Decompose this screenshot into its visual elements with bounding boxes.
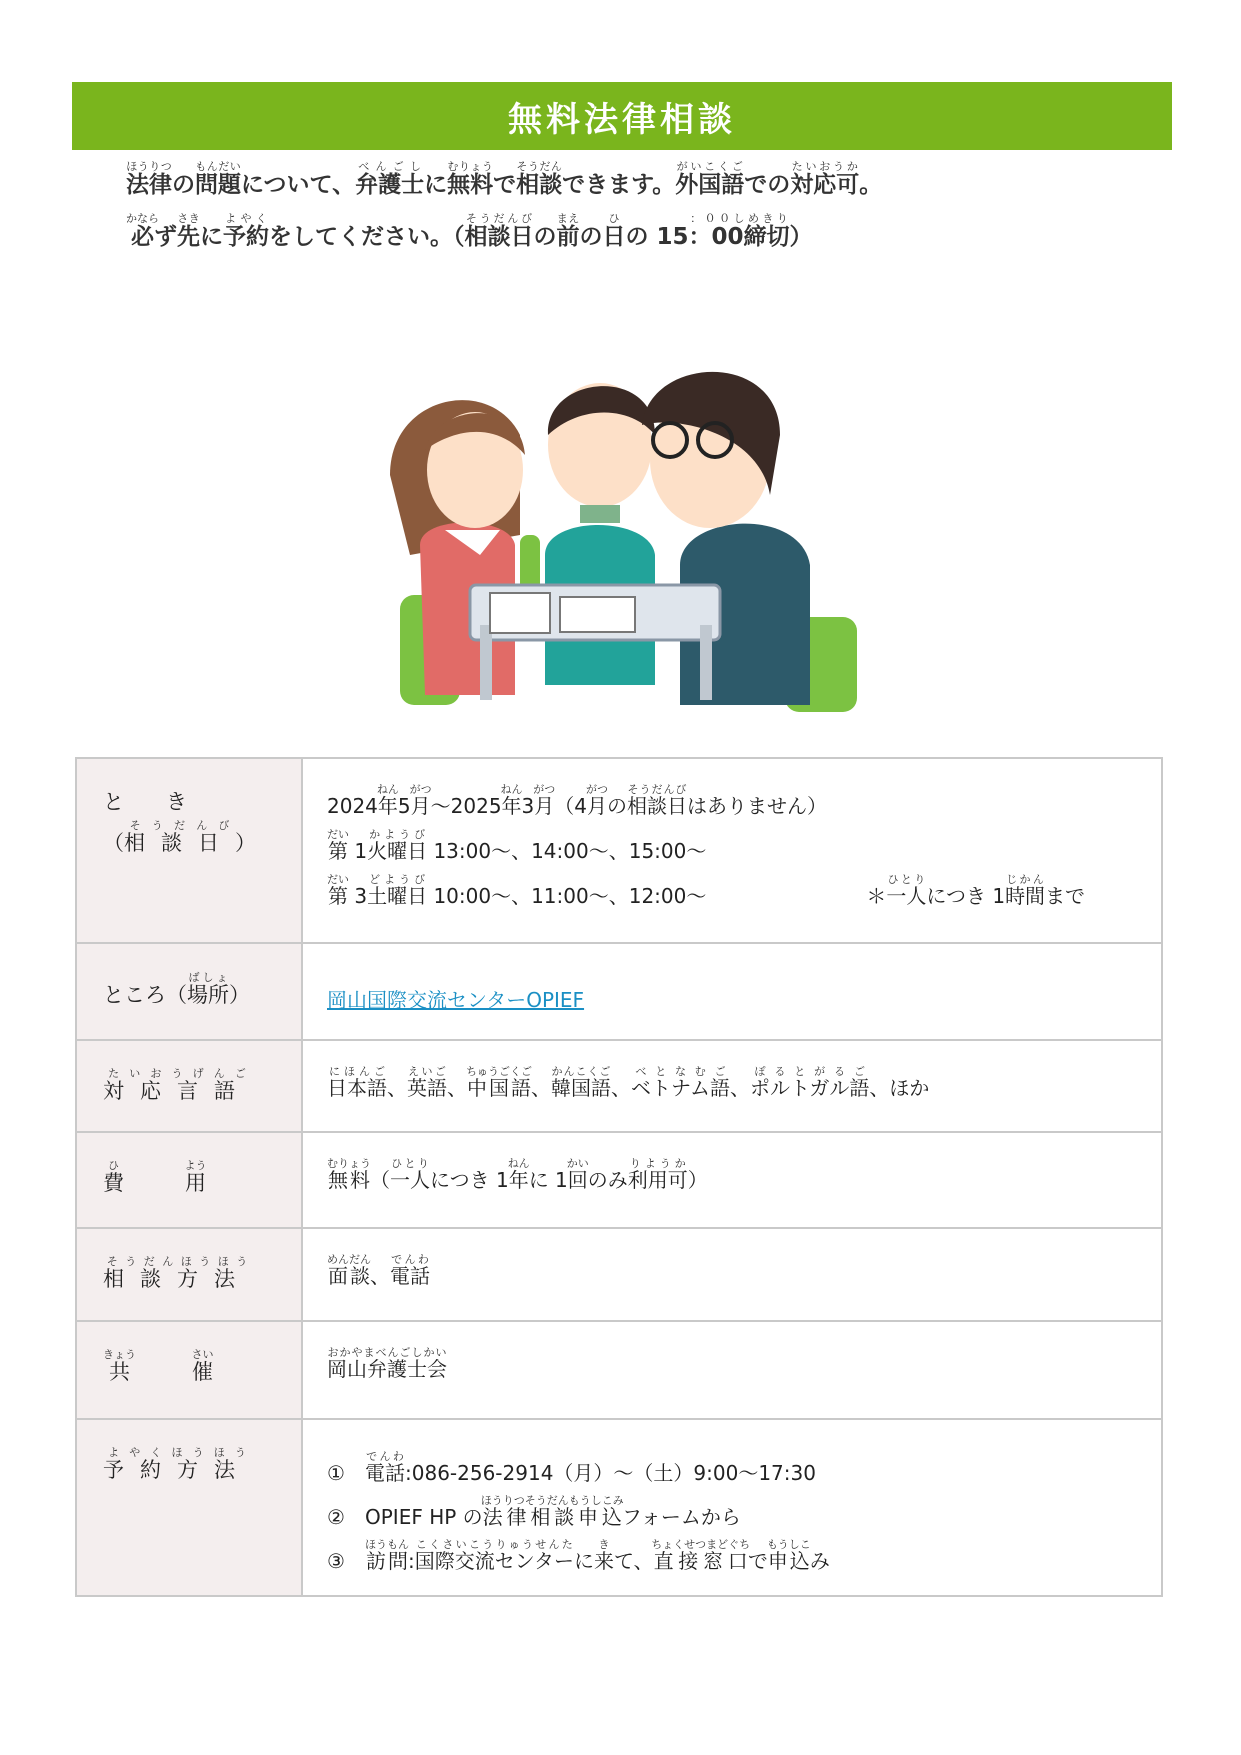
row-label-fee — [76, 1132, 302, 1228]
ruby-word: 必かなら — [126, 212, 159, 250]
label-text — [103, 1348, 301, 1389]
label-text — [103, 1159, 301, 1200]
ruby-word: 無料むりょう — [447, 160, 494, 198]
ruby-word: 費ひ — [103, 1159, 124, 1195]
ruby-word: 先さき — [177, 212, 200, 250]
time-limit-note: ＊一人ひとりにつき 1時間じかんまで — [866, 873, 1086, 908]
page-title: 無料法律相談 — [508, 99, 736, 140]
ruby-word: 対応言語たいおうげんご — [103, 1067, 251, 1103]
ruby-word: 相談そうだん — [516, 160, 563, 198]
ruby-word: 一人ひとり — [390, 1157, 430, 1192]
ruby-word: 無料むりょう — [327, 1157, 371, 1192]
consultation-illustration — [380, 355, 880, 715]
desk-leg — [480, 625, 492, 700]
intro-line-2: 必かならず先さきに予約よやくをしてください。（相談日そうだんびの前まえの日ひの 15：00締切：００しめきり） — [126, 212, 813, 250]
ruby-word: 月がつ — [533, 783, 556, 818]
ruby-word: 法律相談申込ほうりつそうだんもうしこみ — [480, 1494, 624, 1529]
label-text: と き — [103, 790, 187, 814]
table-row — [76, 1228, 1162, 1321]
ruby-word: 問題もんだい — [195, 160, 241, 198]
value-text — [327, 968, 1139, 1022]
ruby-word: 電話でんわ — [390, 1253, 430, 1288]
label-text — [103, 1255, 301, 1296]
ruby-word: 土曜日どようび — [367, 873, 428, 908]
row-label-host — [76, 1321, 302, 1419]
ruby-word: 直接窓口ちょくせつまどぐち — [651, 1538, 751, 1573]
ruby-word: 岡山弁護士会おかやまべんごしかい — [327, 1346, 447, 1381]
ruby-word: 月がつ — [409, 783, 432, 818]
title-banner — [72, 82, 1172, 150]
ruby-word: 中国語ちゅうごくご — [466, 1065, 532, 1100]
language-list: 日本語にほんご、英語えいご、中国語ちゅうごくご、韓国語かんこくご、ベトナム語べとなむご、ポルトガル語ぽるとがるご、ほか — [327, 1065, 930, 1100]
ruby-word: 相談日そうだんび — [627, 783, 688, 818]
ruby-word: 第だい — [327, 828, 349, 863]
row-value-place — [302, 943, 1162, 1040]
ruby-word: 利用可りようか — [627, 1157, 688, 1192]
ruby-word: 日本語にほんご — [327, 1065, 387, 1100]
row-label-language — [76, 1040, 302, 1132]
ruby-word: 申込もうしこ — [766, 1538, 811, 1573]
info-table — [75, 757, 1163, 1597]
ruby-word: 第だい — [327, 873, 349, 908]
ruby-word: 月がつ — [586, 783, 609, 818]
ruby-word: 一人ひとり — [886, 873, 927, 908]
label-text — [103, 1446, 301, 1487]
reserve-visit: ③ 訪問ほうもん:国際交流センターこくさいこうりゅうせんたに来きて、直接窓口ちょくせつまどぐちで申込もうしこみ — [327, 1538, 830, 1573]
ruby-word: 相談日そうだんび — [464, 212, 534, 250]
row-value-fee — [302, 1132, 1162, 1228]
fee-text: 無料むりょう（一人ひとりにつき 1年ねんに 1回かいのみ利用可りようか） — [327, 1157, 708, 1192]
ruby-word: 予約よやく — [223, 212, 269, 250]
row-label-place — [76, 943, 302, 1040]
ruby-word: 回かい — [566, 1157, 589, 1192]
ruby-word: 英語えいご — [407, 1065, 447, 1100]
table-row — [76, 943, 1162, 1040]
ruby-word: ポルトガル語ぽるとがるご — [750, 1065, 870, 1100]
ruby-word: 来き — [593, 1538, 614, 1573]
document-paper — [490, 593, 550, 633]
opief-link[interactable]: 岡山国際交流センターOPIEF — [327, 988, 585, 1012]
ruby-word: 共きょう — [103, 1348, 136, 1384]
row-label-method — [76, 1228, 302, 1321]
row-value-method — [302, 1228, 1162, 1321]
method-text: 面談めんだん、電話でんわ — [327, 1253, 430, 1288]
ruby-word: 日ひ — [602, 212, 626, 250]
ruby-word: 訪問ほうもん — [365, 1538, 409, 1573]
reserve-web-form: ② OPIEF HP の法律相談申込ほうりつそうだんもうしこみフォームから — [327, 1494, 741, 1529]
ruby-word: 前まえ — [556, 212, 580, 250]
row-label-when — [76, 758, 302, 943]
ruby-word: 相談方法そうだんほうほう — [103, 1255, 251, 1291]
ruby-word: 時間じかん — [1005, 873, 1046, 908]
reserve-phone: ① 電話でんわ:086-256-2914（月）～（土）9:00～17:30 — [327, 1450, 816, 1485]
intro-line-1: 法律ほうりつの問題もんだいについて、弁護士べんごしに無料むりょうで相談そうだんできます。外国語がいこくごでの対応可たいおうか。 — [126, 160, 883, 198]
ruby-word: 年ねん — [507, 1157, 530, 1192]
ruby-word: 年ねん — [376, 783, 399, 818]
ruby-word: 場所ばしょ — [187, 971, 229, 1007]
ruby-word: 用よう — [184, 1159, 207, 1195]
row-value-when — [302, 758, 1162, 943]
table-row — [76, 1419, 1162, 1596]
ruby-word: 韓国語かんこくご — [551, 1065, 611, 1100]
table-row — [76, 1132, 1162, 1228]
row-value-language — [302, 1040, 1162, 1132]
intro-text — [126, 160, 1166, 264]
man-middle-collar — [580, 505, 620, 523]
ruby-word: 弁護士べんごし — [355, 160, 425, 198]
ruby-word: ベトナム語べとなむご — [631, 1065, 730, 1100]
ruby-word: 予約方法よやくほうほう — [103, 1446, 251, 1482]
ruby-word: 法律ほうりつ — [126, 160, 172, 198]
ruby-word: 年ねん — [500, 783, 523, 818]
row-value-host — [302, 1321, 1162, 1419]
document-paper — [560, 597, 635, 632]
ruby-word: ：00締切：００しめきり — [688, 212, 790, 250]
schedule-saturday: 第だい 3土曜日どようび 10:00～、11:00～、12:00～ ＊一人ひとりにつき 1時間じかんまで — [327, 873, 1139, 918]
ruby-word: 催さい — [191, 1348, 214, 1384]
schedule-tuesday: 第だい 1火曜日かようび 13:00～、14:00～、15:00～ — [327, 828, 707, 863]
ruby-word: 外国語がいこくご — [675, 160, 745, 198]
ruby-word: 国際交流センターこくさいこうりゅうせんた — [414, 1538, 574, 1573]
ruby-word: 面談めんだん — [327, 1253, 371, 1288]
ruby-word: 火曜日かようび — [367, 828, 428, 863]
label-text: ところ（場所ばしょ） — [103, 971, 250, 1007]
desk-leg — [700, 625, 712, 700]
schedule-period: 2024年ねん5月がつ～2025年ねん3月がつ（4月がつの相談日そうだんびはありません） — [327, 783, 828, 818]
label-text — [103, 1067, 301, 1108]
row-value-reserve — [302, 1419, 1162, 1596]
host-text — [327, 1346, 1139, 1391]
ruby-word: 対応可たいおうか — [790, 160, 860, 198]
table-row — [76, 1321, 1162, 1419]
ruby-word: 相談日そうだんび — [124, 819, 235, 855]
table-row — [76, 1040, 1162, 1132]
table-row — [76, 758, 1162, 943]
row-label-reserve — [76, 1419, 302, 1596]
ruby-word: 電話でんわ — [365, 1450, 405, 1485]
label-text: （相談日そうだんび） — [103, 819, 256, 855]
